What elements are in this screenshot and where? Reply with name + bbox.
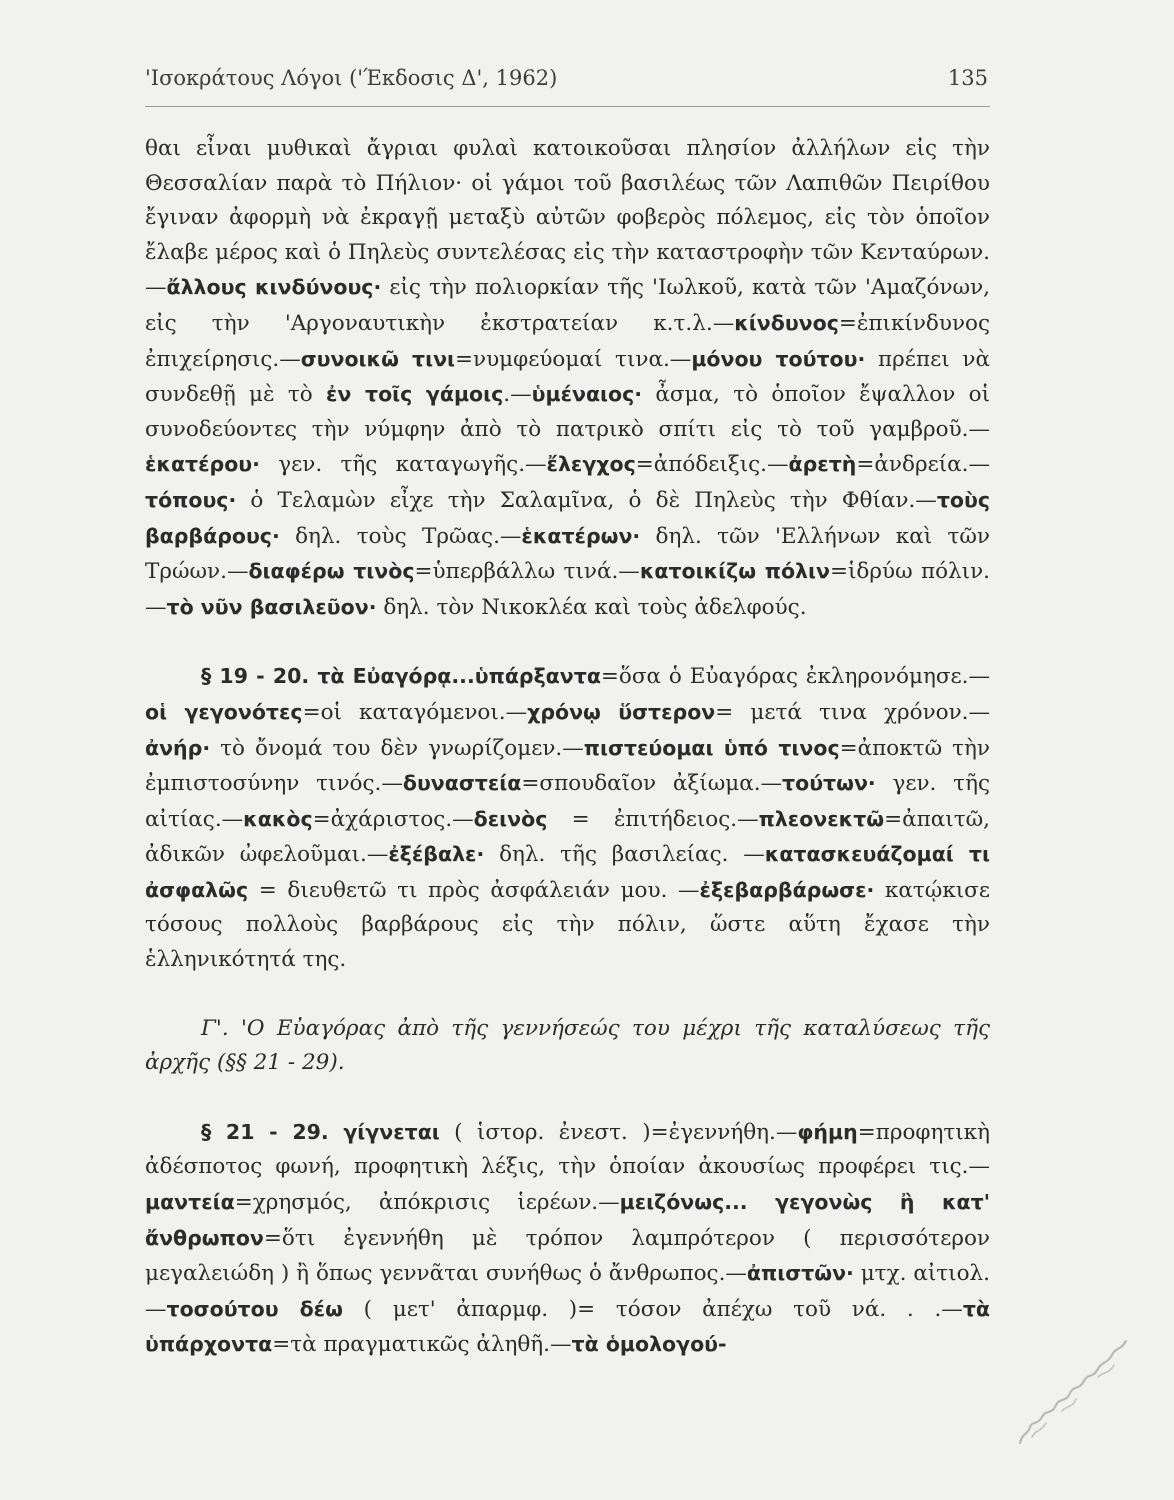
text-run: =προφητικὴ ἀδέσποτος φωνή, προφητικὴ λέξις, τὴν ὁποίαν ἀκουσίως προφέρει τις.— xyxy=(145,1119,990,1180)
text-run: = ἐπιτήδειος.— xyxy=(547,806,759,832)
lemma: ἐν τοῖς γάμοις xyxy=(326,382,504,407)
section-lemma: § 19 - 20. τὰ Εὐαγόρᾳ...ὑπάρξαντα xyxy=(201,664,601,689)
lemma: τοὺς βαρβάρους· xyxy=(145,487,990,548)
lemma: δεινὸς xyxy=(473,806,548,831)
lemma: πλεονεκτῶ xyxy=(758,806,885,831)
text-run: =τὰ πραγματικῶς ἀληθῆ.— xyxy=(272,1332,572,1358)
text-run: ( ἱστορ. ἐνεστ. )=ἐγεννήθη.— xyxy=(439,1119,798,1145)
lemma: ἀπιστῶν· xyxy=(746,1261,854,1286)
lemma: ἑκατέρου· xyxy=(145,452,260,477)
lemma: χρόνῳ ὕστερον xyxy=(527,699,716,724)
lemma: κατοικίζω πόλιν xyxy=(639,559,830,584)
text-run: =ἀνδρεία.— xyxy=(856,452,990,478)
lemma: ἔλεγχος xyxy=(546,452,636,477)
lemma: κατασκευάζομαί τι ἀσφαλῶς xyxy=(145,842,990,902)
text-run: =χρησμός, ἀπόκρισις ἱερέων.— xyxy=(234,1190,620,1216)
lemma: ὑμέναιος· xyxy=(531,382,643,407)
text-run: δηλ. τοὺς Τρῶας.— xyxy=(279,523,522,549)
text-run: =ἀχάριστος.— xyxy=(312,806,474,832)
lemma: φήμη xyxy=(797,1119,858,1144)
lemma: ἄλλους κινδύνους· xyxy=(166,275,382,300)
text-run: =νυμφεύομαί τινα.— xyxy=(455,346,692,372)
text-run: =ὅσα ὁ Εὐαγόρας ἐκληρονόμησε.— xyxy=(600,664,990,690)
lemma: τὰ ὑπάρχοντα xyxy=(145,1296,990,1357)
lemma: μόνου τούτου· xyxy=(691,346,866,371)
text-run: =ἐπικίνδυνος ἐπιχείρησις.— xyxy=(145,310,990,372)
section-lemma: § 21 - 29. γίγνεται xyxy=(201,1119,440,1144)
text-run: = διευθετῶ τι πρὸς ἀσφάλειάν μου. — xyxy=(248,877,700,903)
lemma: τὸ νῦν βασιλεῦον· xyxy=(166,594,377,619)
paragraph-2 xyxy=(145,659,990,977)
handwritten-margin-note xyxy=(1002,1325,1152,1455)
lemma: πιστεύομαι ὑπό τινος xyxy=(583,735,840,760)
text-run: =ἀποκτῶ τὴν ἐμπιστοσύνην τινός.— xyxy=(145,735,990,797)
lemma: κακὸς xyxy=(243,806,313,831)
text-run: =ἀπόδειξις.— xyxy=(635,452,789,478)
section-heading: Γ'. 'Ο Εὐαγόρας ἀπὸ τῆς γεννήσεώς του μέχρι τῆς καταλύσεως τῆς ἀρχῆς (§§ 21 - 29). xyxy=(145,1015,990,1076)
paragraph-1 xyxy=(145,132,990,625)
text-run: τὸ ὄνομά του δὲν γνωρίζομεν.— xyxy=(210,735,584,761)
text-run: ὁ Τελαμὼν εἶχε τὴν Σαλαμῖνα, ὁ δὲ Πηλεὺς τὴν Φθίαν.— xyxy=(236,487,937,513)
lemma: ἀνήρ· xyxy=(145,735,211,760)
lemma: μαντεία xyxy=(145,1190,235,1215)
lemma: ἀρετὴ xyxy=(788,452,857,477)
text-run: κατῴκισε τόσους πολλοὺς βαρβάρους εἰς τὴν πόλιν, ὥστε αὕτη ἔχασε τὴν ἑλληνικότητά της. xyxy=(145,877,990,973)
text-run: γεν. τῆς καταγωγῆς.— xyxy=(259,452,547,478)
lemma: κίνδυνος xyxy=(734,310,839,335)
lemma: ἐξέβαλε· xyxy=(388,842,485,867)
lemma: τούτων· xyxy=(782,771,876,796)
text-run: δηλ. τὸν Νικοκλέα καὶ τοὺς ἀδελφούς. xyxy=(376,594,807,620)
text-run: = μετά τινα χρόνον.— xyxy=(715,699,990,725)
lemma: τοσούτου δέω xyxy=(166,1296,343,1321)
running-header xyxy=(145,66,990,107)
header-title: 'Ισοκράτους Λόγοι ('Έκδοσις Δ', 1962) xyxy=(145,66,558,90)
text-run: ἆσμα, τὸ ὁποῖον ἔψαλλον οἱ συνοδεύοντες τὴν νύμφην ἀπὸ τὸ πατρικὸ σπίτι εἰς τὸ τοῦ γαμβροῦ.— xyxy=(145,382,990,442)
lemma: διαφέρω τινὸς xyxy=(248,559,415,584)
text-run: ( μετ' ἀπαρμφ. )= τόσον ἀπέχω τοῦ νά. . .— xyxy=(342,1296,963,1322)
lemma: ἐξεβαρβάρωσε· xyxy=(699,877,875,902)
text-run: δηλ. τῆς βασιλείας. — xyxy=(484,842,765,868)
text-run: =ὅτι ἐγεννήθη μὲ τρόπον λαμπρότερον ( περισσότερον μεγαλειώδη ) ἢ ὅπως γεννᾶται συνήθως ὁ ἄνθρωπος.— xyxy=(145,1225,990,1287)
text-run: πρέπει νὰ συνδεθῇ μὲ τὸ xyxy=(145,346,990,408)
lemma: τόπους· xyxy=(145,487,237,512)
text-run: =σπουδαῖον ἀξίωμα.— xyxy=(521,771,783,797)
text-run: γεν. τῆς αἰτίας.— xyxy=(145,771,990,832)
page-number: 135 xyxy=(947,66,988,90)
text-run: =ἱδρύω πόλιν.— xyxy=(145,559,990,620)
text-run: μτχ. αἰτιολ.— xyxy=(145,1261,990,1322)
text-run: δηλ. τῶν 'Ελλήνων καὶ τῶν Τρώων.— xyxy=(145,523,990,585)
page-body xyxy=(145,132,990,1363)
text-run: =ὑπερβάλλω τινά.— xyxy=(414,559,640,585)
lemma: τὰ ὁμολογού- xyxy=(571,1332,727,1357)
text-run: =ἀπαιτῶ, ἀδικῶν ὠφελοῦμαι.— xyxy=(145,806,990,868)
text-run: .— xyxy=(503,382,532,408)
text-run: εἰς τὴν πολιορκίαν τῆς 'Ιωλκοῦ, κατὰ τῶν 'Αμαζόνων, εἰς τὴν 'Αργοναυτικὴν ἐκστρατείαν κ.τ.λ.— xyxy=(145,275,990,336)
lemma: οἱ γεγονότες xyxy=(145,699,303,724)
text-run: =οἱ καταγόμενοι.— xyxy=(302,699,528,725)
lemma: δυναστεία xyxy=(402,771,522,796)
lemma: συνοικῶ τινι xyxy=(300,346,456,371)
lemma: μειζόνως... γεγονὼς ἢ κατ' ἄνθρωπον xyxy=(145,1190,990,1250)
text-run: θαι εἶναι μυθικαὶ ἄγριαι φυλαὶ κατοικοῦσαι πλησίον ἀλλήλων εἰς τὴν Θεσσαλίαν παρὰ τὸ Πήλιον· οἱ γάμοι τοῦ βασιλέως τῶν Λαπιθῶν Πειρίθου ἔγιναν ἀφορμὴ νὰ ἐκραγῇ μεταξὺ αὐτῶν φοβερὸς πόλεμος, εἰς τὸν ὁποῖον ἔλαβε μέρος καὶ ὁ Πηλεὺς συντελέσας εἰς τὴν καταστροφὴν τῶν Κενταύρων.— xyxy=(145,136,990,301)
lemma: ἑκατέρων· xyxy=(521,523,641,548)
paragraph-3 xyxy=(145,1115,990,1363)
